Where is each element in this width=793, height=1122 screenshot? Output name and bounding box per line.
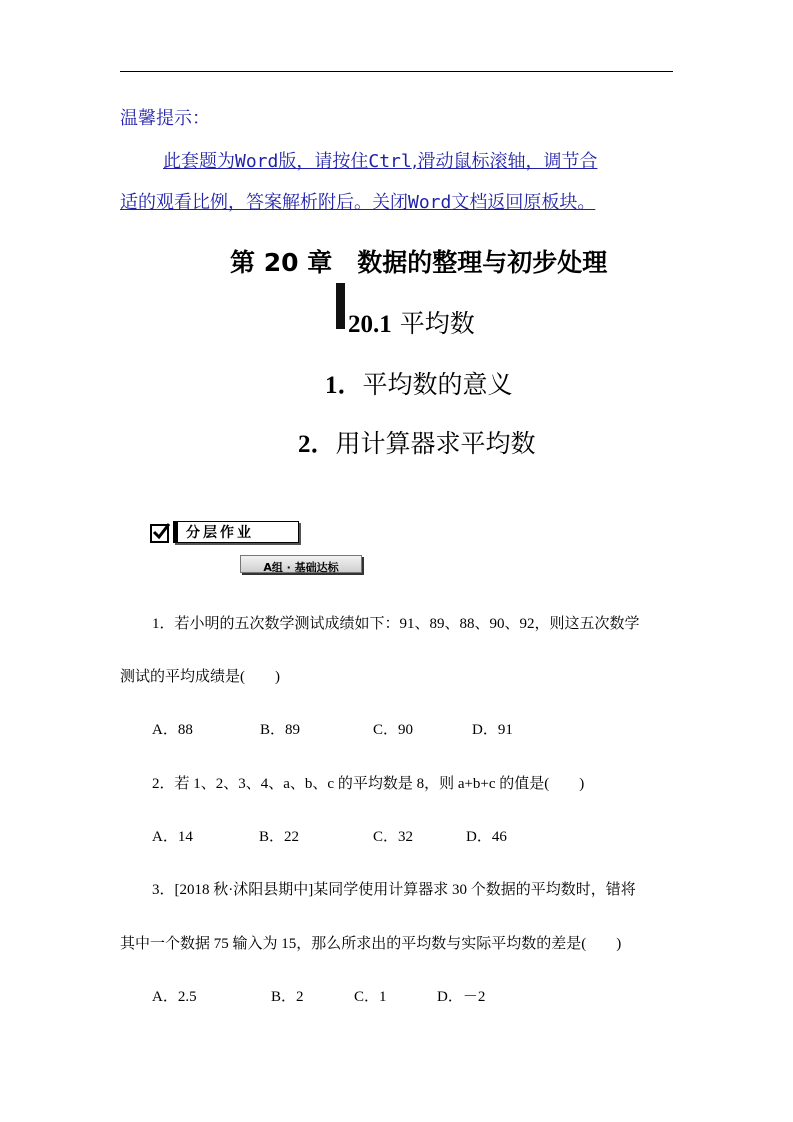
- section-title: 平均数: [399, 309, 475, 338]
- question-3-line-2: 其中一个数据 75 输入为 15，那么所求出的平均数与实际平均数的差是( ): [120, 936, 622, 952]
- tip-text: 此套题为: [163, 151, 235, 172]
- subsection-heading-2: [298, 424, 536, 460]
- subsection-number: 2．: [298, 431, 336, 458]
- homework-label: [173, 521, 299, 543]
- tip-text: ,滑动鼠标滚轴，调节合: [411, 151, 598, 172]
- subsection-title: 用计算器求平均数: [335, 429, 536, 458]
- question-1-option-c: C．90: [373, 722, 414, 738]
- tip-text: 版，请按住: [278, 151, 369, 172]
- tip-line-2: [120, 188, 595, 214]
- tip-word-term: Word: [408, 192, 452, 213]
- checkbox-icon: [150, 524, 169, 543]
- tip-line-1: [163, 147, 597, 173]
- question-1-option-d: D．91: [472, 722, 513, 738]
- question-2-option-c: C．32: [373, 829, 414, 845]
- section-marker-bar: [336, 283, 345, 329]
- section-number: 20.1: [348, 311, 392, 338]
- question-2-option-a: A．14: [152, 829, 193, 845]
- tip-word-term: Word: [235, 151, 279, 172]
- question-3-line-1: 3．[2018 秋·沭阳县期中]某同学使用计算器求 30 个数据的平均数时，错将: [152, 882, 636, 898]
- question-2-line-1: 2．若 1、2、3、4、a、b、c 的平均数是 8，则 a+b+c 的值是( ): [152, 776, 585, 792]
- question-3-option-d: D．－2: [437, 989, 486, 1005]
- question-3-option-c: C．1: [354, 989, 387, 1005]
- question-1-option-b: B．89: [260, 722, 301, 738]
- group-label-text: A组 · 基础达标: [263, 561, 339, 574]
- group-label: [240, 555, 362, 573]
- tip-ctrl-term: Ctrl: [368, 151, 412, 172]
- question-1-line-2: 测试的平均成绩是( ): [120, 669, 280, 685]
- question-2-option-d: D．46: [466, 829, 507, 845]
- header-rule: [120, 71, 673, 72]
- subsection-title: 平均数的意义: [362, 370, 513, 399]
- question-1-option-a: A．88: [152, 722, 193, 738]
- question-2-option-b: B．22: [259, 829, 300, 845]
- subsection-number: 1．: [325, 372, 363, 399]
- subsection-heading-1: [325, 365, 513, 401]
- tip-title: 温馨提示：: [120, 108, 210, 129]
- homework-label-text: 分层作业: [186, 525, 254, 541]
- question-3-option-b: B．2: [271, 989, 304, 1005]
- chapter-title: 第 20 章 数据的整理与初步处理: [230, 248, 608, 277]
- question-1-line-1: 1．若小明的五次数学测试成绩如下：91、89、88、90、92，则这五次数学: [152, 616, 640, 632]
- section-heading: [348, 304, 475, 340]
- tip-text: 文档返回原板块。: [451, 192, 596, 213]
- tip-text: 适的观看比例，答案解析附后。关闭: [120, 192, 408, 213]
- question-3-option-a: A．2.5: [152, 989, 197, 1005]
